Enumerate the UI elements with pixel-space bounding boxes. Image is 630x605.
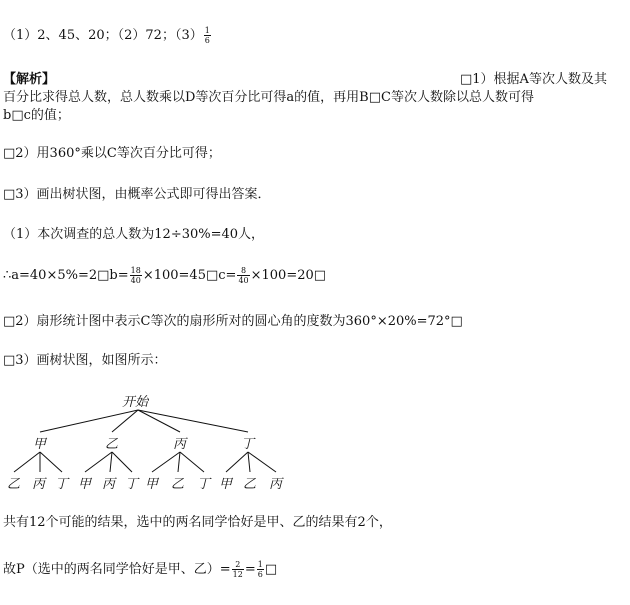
tree-edge-4-2 [248,452,250,472]
analysis-part2: □2）用360°乘以C等次百分比可得； [3,146,221,161]
tree-leaf-4-3: 丙 [269,477,283,492]
tree-node-l1-1: 甲 [33,437,47,452]
solution-step1-calc [3,266,326,285]
answer-line [3,26,212,45]
analysis-part3: □3）画出树状图，由概率公式即可得出答案． [3,187,271,202]
tree-leaf-3-2: 乙 [171,477,185,492]
tree-edge-root-4 [138,410,248,432]
probability-fraction-2-numerator: 1 [257,560,263,569]
probability-fraction-1-denominator: 12 [232,570,243,579]
tree-root: 开始 [122,395,149,410]
analysis-part1-line3: b□c的值； [3,108,70,123]
tree-leaf-3-3: 丁 [197,477,211,492]
tree-edge-1-3 [40,452,62,472]
tree-node-l1-2: 乙 [105,437,119,452]
tree-node-l1-4: 丁 [241,437,255,452]
calc-end: ×100=20□ [250,268,327,283]
probability-fraction-2-denominator: 6 [257,570,263,579]
tree-leaf-1-1: 乙 [7,477,21,492]
probability-fraction-2 [257,560,264,579]
tree-leaf-3-1: 甲 [145,477,159,492]
probability-fraction-1 [232,560,244,579]
tree-edge-3-2 [178,452,180,472]
tree-edge-2-3 [112,452,132,472]
tree-edge-root-1 [40,410,138,432]
tree-edge-2-1 [85,452,112,472]
tree-edge-2-2 [110,452,112,472]
analysis-part1-intro: □1）根据A等次人数及其 [460,72,607,87]
c-fraction [237,266,249,285]
probability-prefix: 故P（选中的两名同学恰好是甲、乙）= [3,562,231,577]
analysis-title: 【解析】 [3,72,56,87]
c-fraction-denominator: 40 [238,276,249,285]
solution-step3: □3）画树状图，如图所示： [3,353,167,368]
tree-leaf-2-3: 丁 [125,477,139,492]
tree-leaf-1-2: 丙 [32,477,46,492]
tree-leaf-2-2: 丙 [102,477,116,492]
answer-fraction-denominator: 6 [204,36,210,45]
answer-text: （1）2、45、20；（2）72；（3） [3,28,203,43]
tree-edge-root-3 [138,410,180,432]
probability-end: □ [264,562,278,577]
tree-edge-4-3 [248,452,276,472]
solution-step1: （1）本次调查的总人数为12÷30%=40人， [3,227,265,242]
b-fraction-numerator: 18 [130,266,141,275]
tree-edge-3-1 [152,452,180,472]
equals-sign: = [244,562,256,577]
calc-a: ∴a=40×5%=2□b= [3,268,129,283]
calc-mid: ×100=45□c= [142,268,237,283]
probability-fraction-1-numerator: 2 [232,560,244,570]
analysis-part1-line2: 百分比求得总人数，总人数乘以D等次百分比可得a的值，再用B□C等次人数除以总人数可得 [3,90,534,105]
tree-edge-1-1 [14,452,40,472]
conclusion-count: 共有12个可能的结果，选中的两名同学恰好是甲、乙的结果有2个， [3,515,392,530]
tree-edge-3-3 [180,452,204,472]
b-fraction [130,266,142,285]
conclusion-probability [3,560,277,579]
tree-diagram [0,390,320,500]
tree-leaf-1-3: 丁 [55,477,69,492]
solution-step2: □2）扇形统计图中表示C等次的扇形所对的圆心角的度数为360°×20%=72°□ [3,314,463,329]
tree-node-l1-3: 丙 [173,437,187,452]
tree-leaf-2-1: 甲 [78,477,92,492]
tree-edge-4-1 [226,452,248,472]
c-fraction-numerator: 8 [237,266,249,276]
answer-fraction-numerator: 1 [204,26,210,35]
tree-leaf-4-2: 乙 [243,477,257,492]
b-fraction-denominator: 40 [130,276,141,285]
tree-leaf-4-1: 甲 [219,477,233,492]
answer-fraction [204,26,211,45]
